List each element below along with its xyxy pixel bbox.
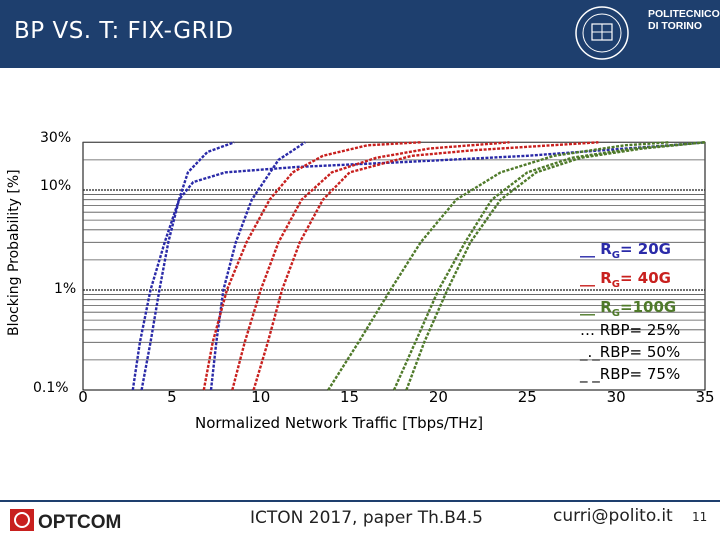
legend-item-sub: G xyxy=(611,250,620,261)
y-tick-label: 1% xyxy=(54,281,77,297)
contact-email: curri@polito.it xyxy=(553,506,673,526)
legend-item-sub: G xyxy=(611,279,620,290)
institution-line-1: POLITECNICO xyxy=(648,8,720,20)
x-tick-label: 10 xyxy=(251,388,271,406)
optcom-logo-text: OPTCOM xyxy=(38,512,122,533)
x-tick-label: 25 xyxy=(517,388,537,406)
optcom-logo xyxy=(10,507,155,533)
legend-item-suffix: = 40G xyxy=(620,269,671,287)
x-tick-label: 5 xyxy=(167,388,177,406)
conference-reference: ICTON 2017, paper Th.B4.5 xyxy=(250,508,483,528)
series-line xyxy=(204,142,421,390)
series-line xyxy=(254,142,599,390)
legend-item-suffix: =100G xyxy=(620,298,677,316)
legend-item-sub: G xyxy=(611,308,620,319)
legend-item-40g xyxy=(580,267,676,296)
x-axis-label: Normalized Network Traffic [Tbps/THz] xyxy=(195,414,484,432)
legend-item-prefix: __ R xyxy=(580,298,612,316)
y-axis-label: Blocking Probability [%] xyxy=(6,169,22,336)
legend-item-20g xyxy=(580,238,676,267)
series-line xyxy=(232,142,509,390)
series-line xyxy=(142,142,235,390)
x-tick-label: 15 xyxy=(340,388,360,406)
legend-box xyxy=(580,238,676,325)
x-tick-labels xyxy=(78,388,714,406)
y-tick-label: 10% xyxy=(40,178,72,194)
slide-title: BP VS. T: FIX-GRID xyxy=(14,18,234,44)
institution-line-2: DI TORINO xyxy=(648,20,703,32)
x-tick-label: 35 xyxy=(695,388,715,406)
legend-item-prefix: __ R xyxy=(580,240,612,258)
legend-style-rbp75: _ _RBP= 75% xyxy=(580,365,681,383)
x-tick-label: 30 xyxy=(606,388,626,406)
footer-divider xyxy=(0,500,720,502)
legend-style-rbp50: _._RBP= 50% xyxy=(580,343,681,361)
legend-styles xyxy=(580,319,680,385)
legend-item-suffix: = 20G xyxy=(620,240,671,258)
y-tick-label: 30% xyxy=(40,130,72,146)
x-tick-label: 20 xyxy=(428,388,448,406)
page-number: 11 xyxy=(692,510,708,524)
x-tick-label: 0 xyxy=(78,388,88,406)
legend-style-rbp25: … RBP= 25% xyxy=(580,321,681,339)
series-line xyxy=(211,142,305,390)
y-tick-label: 0.1% xyxy=(33,380,69,396)
legend-item-prefix: __ R xyxy=(580,269,612,287)
